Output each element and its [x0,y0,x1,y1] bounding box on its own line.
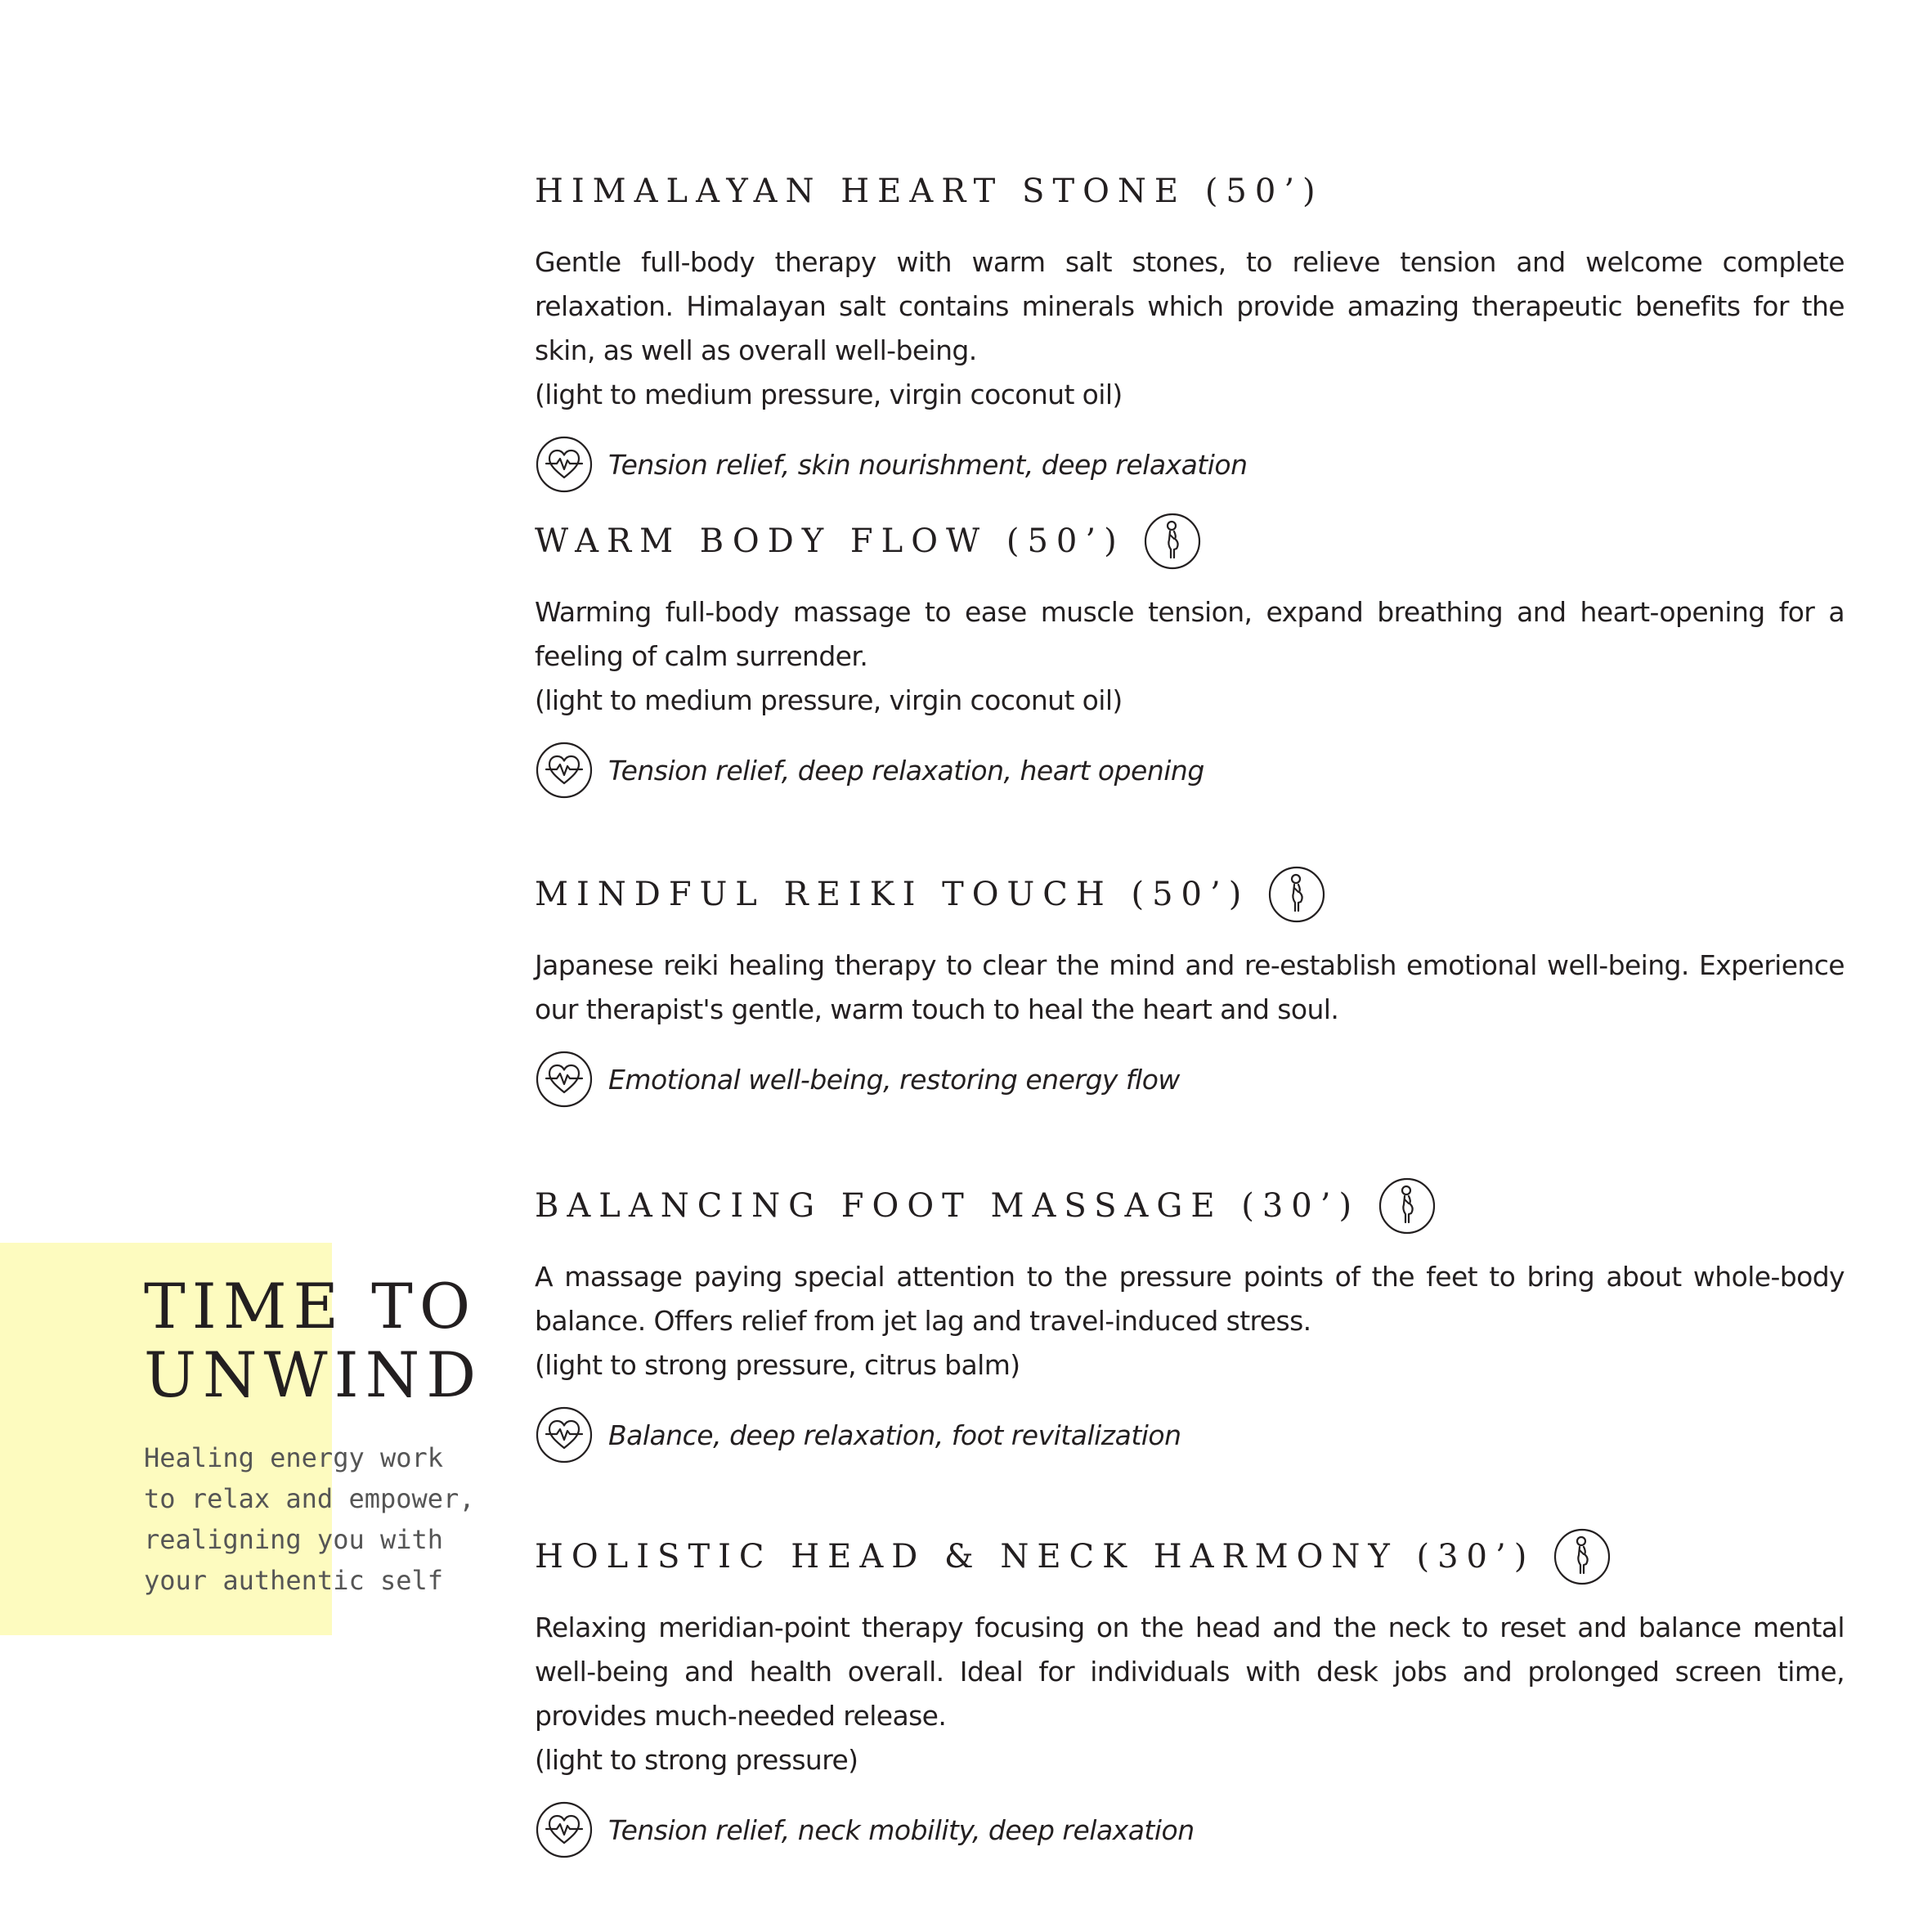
treatment-description-text: Warming full-body massage to ease muscle tension, expand breathing and heart-opening for a feeling of calm surrender. [535,596,1845,672]
treatment-title-row [535,1524,1845,1589]
treatment-item [535,1524,1845,1859]
treatment-title-row [535,159,1845,224]
treatment-title: BALANCING FOOT MASSAGE (30’) [535,1187,1360,1225]
heart-pulse-icon [535,741,594,800]
treatment-title: MINDFUL REIKI TOUCH (50’) [535,876,1250,913]
benefit-row [535,1800,1845,1859]
benefit-row [535,1405,1845,1464]
heart-pulse-icon [535,435,594,494]
treatment-description [535,1255,1845,1387]
benefit-row [535,741,1845,800]
treatment-item [535,862,1845,1109]
section-title [144,1272,504,1410]
heart-pulse-icon [535,1405,594,1464]
treatment-details: (light to strong pressure, citrus balm) [535,1349,1020,1381]
treatment-description-text: Japanese reiki healing therapy to clear the mind and re-establish emotional well-being. Experience our therapist's gentle, warm touch to heal the heart and soul. [535,949,1845,1025]
treatment-benefits: Tension relief, neck mobility, deep relaxation [608,1813,1195,1846]
treatment-description-text: A massage paying special attention to the pressure points of the feet to bring about whole-body balance. Offers relief from jet lag and travel-induced stress. [535,1261,1845,1337]
treatment-benefits: Tension relief, skin nourishment, deep relaxation [608,448,1248,481]
treatment-title: HIMALAYAN HEART STONE (50’) [535,173,1324,210]
treatment-description [535,1606,1845,1782]
treatment-title-row [535,509,1845,574]
pregnancy-safe-icon [1553,1527,1611,1586]
side-panel [144,1272,504,1601]
treatment-benefits: Balance, deep relaxation, foot revitalization [608,1419,1181,1451]
section-title-line-1: TIME TO [144,1270,477,1343]
pregnancy-safe-icon [1267,865,1326,924]
treatment-title: HOLISTIC HEAD & NECK HARMONY (30’) [535,1538,1535,1576]
treatment-item [535,159,1845,494]
treatment-title-row [535,862,1845,927]
treatment-benefits: Emotional well-being, restoring energy flow [608,1063,1180,1096]
treatment-item [535,509,1845,800]
treatment-description-text: Gentle full-body therapy with warm salt stones, to relieve tension and welcome complete relaxation. Himalayan salt contains minerals which provide amazing therapeutic benefits for the skin, as well as overall well-being. [535,246,1845,366]
treatment-description [535,590,1845,723]
treatment-description [535,944,1845,1032]
treatment-description-text: Relaxing meridian-point therapy focusing on the head and the neck to reset and balance mental well-being and health overall. Ideal for individuals with desk jobs and prolonged screen time, provides much-needed release. [535,1611,1845,1732]
pregnancy-safe-icon [1143,512,1202,571]
treatment-description [535,240,1845,417]
pregnancy-safe-icon [1378,1177,1437,1235]
heart-pulse-icon [535,1800,594,1859]
treatment-item [535,1173,1845,1464]
benefit-row [535,1050,1845,1109]
treatment-benefits: Tension relief, deep relaxation, heart opening [608,754,1204,787]
section-title-line-2: UNWIND [144,1338,483,1411]
section-subtitle: Healing energy work to relax and empower, realigning you with your authentic self [144,1442,475,1596]
treatment-details: (light to medium pressure, virgin coconut oil) [535,379,1123,410]
heart-pulse-icon [535,1050,594,1109]
treatment-title: WARM BODY FLOW (50’) [535,522,1125,560]
benefit-row [535,435,1845,494]
treatment-details: (light to medium pressure, virgin coconut oil) [535,684,1123,716]
treatment-details: (light to strong pressure) [535,1744,858,1776]
treatment-title-row [535,1173,1845,1239]
